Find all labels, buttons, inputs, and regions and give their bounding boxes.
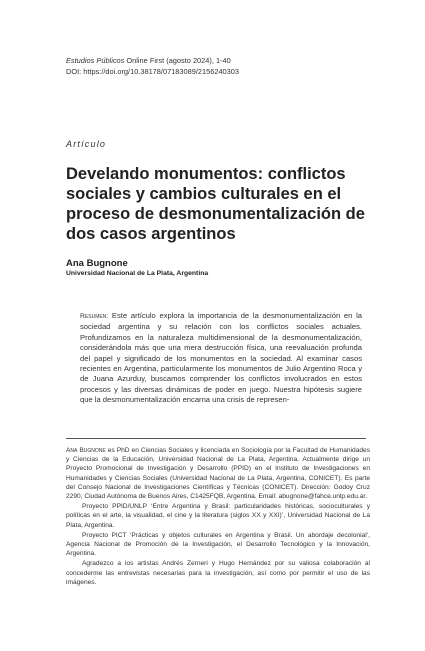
author-affiliation: Universidad Nacional de La Plata, Argentina [66,270,209,277]
footnote-divider [66,438,366,439]
bio-name: Ana Bugnone [66,447,106,454]
author-name: Ana Bugnone [66,258,128,269]
bio-text: es PhD en Ciencias Sociales y licenciada en Sociología por la Facultad de Humanidades y Ciencias de la Educación, Universidad Nacional de La Plata, Argentina. Actualmente dirige un Proyecto Promocional de Investigación y Desarrollo (PPID) en el Instituto de Investigaciones en Humanidades y Ciencias Sociales (Universidad Nacional de La Plata, Argentina, CONICET). Es parte del Consejo Nacional de Investigaciones Científicas y Técnicas (CONICET). Dirección: Godoy Cruz 2290, Ciudad Autónoma de Buenos Aires, C1425FQB, Argentina. Email: abugnone@fahce.unlp.edu.ar. [66,447,371,501]
journal-line [66,55,239,66]
journal-header [66,55,239,77]
abstract [80,311,362,406]
section-label: Artículo [66,139,107,149]
project-note-1: Proyecto PPID/UNLP ‘Entre Argentina y Brasil: particularidades históricas, socioculturales y políticas en el arte, la visualidad, el cine y la literatura (siglos XX y XXI)’, Universidad Nacional de La Plata, Argentina. [66,503,370,529]
author-bio [66,446,370,501]
project-note-2: Proyecto PICT ‘Prácticas y objetos culturales en Argentina y Brasil. Un abordaje decolonial’, Agencia Nacional de Promoción de la Investigación, el Desarrollo Tecnológico y la Innovación, Argentina. [66,531,370,558]
journal-name: Estudios Públicos [66,56,125,65]
journal-issue: Online First (agosto 2024), 1-40 [124,56,231,65]
doi-line: DOI: https://doi.org/10.38178/07183089/2156240303 [66,67,239,76]
abstract-label: Resumen: [80,313,109,320]
abstract-text: Este artículo explora la importancia de la desmonumentalización en la sociedad argentina y su relación con los conflictos sociales actuales. Profundizamos en la naturaleza multidimensional de la desmonumentalización, considerándola más que una mera destrucción física, una reevaluación profunda del papel y significado de los monumentos en la sociedad. Al examinar casos recientes en Argentina, particularmente los monumentos de Julio Argentino Roca y de Juana Azurduy, buscamos comprender los conflictos involucrados en estos procesos y las diversas dinámicas de poder en juego. Nuestra hipótesis sugiere que la desmonumentalización encarna una crisis de represen- [80,311,362,405]
acknowledgements: Agradezco a los artistas Andrés Zerneri y Hugo Hernández por su valiosa colaboración al concederme las entrevistas necesarias para la investigación, así como por permitir el uso de las imágenes. [66,560,370,586]
footnotes [66,446,370,588]
article-title: Develando monumentos: conflictos sociales y cambios culturales en el proceso de desmonumentalización de dos casos argentinos [66,165,365,243]
